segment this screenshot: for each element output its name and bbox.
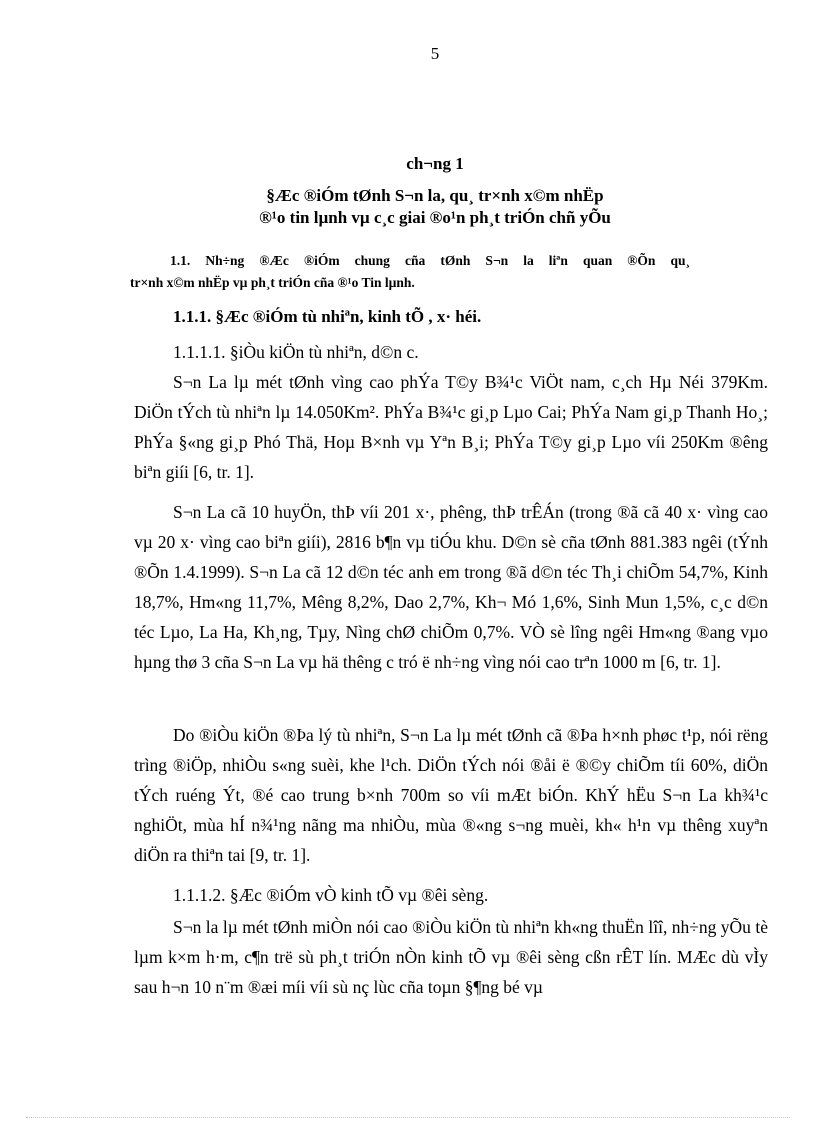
section-heading-1-1-1-1: 1.1.1.1. §iÒu kiÖn tù nhiªn, d©n c. — [173, 342, 419, 362]
section-heading-1-1-1-2: 1.1.1.2. §Æc ®iÓm vÒ kinh tÕ vµ ®êi sèng. — [173, 885, 489, 905]
page-number: 5 — [430, 44, 440, 63]
section-heading-1-1-1: 1.1.1. §Æc ®iÓm tù nhiªn, kinh tÕ , x· héi. — [173, 307, 482, 326]
paragraph-terrain-climate: Do ®iÒu kiÖn ®Þa lý tù nhiªn, S¬n La lµ mét tØnh cã ®Þa h×nh phøc t¹p, nói rëng trìng ®iÖp, nhiÒu s«ng suèi, khe l¹ch. DiÖn tÝch nói ®åi ë ®©y chiÕm tíi 60%, diÖn tÝch ruéng Ýt, ®é cao trung b×nh 700m so víi mÆt biÓn. KhÝ hËu S¬n La kh¾¹c nghiÖt, mùa hÍ n¾¹ng nãng ma nhiÒu, mùa ®«ng s¬ng muèi, kh« h¹n vµ thêng xuyªn diÖn ra thiªn tai [9, tr. 1]. — [134, 725, 768, 865]
section-heading-1-1-line-2: tr×nh x©m nhËp vµ ph¸t triÓn cña ®¹o Tin lµnh. — [130, 275, 415, 290]
chapter-title-line-2: ®¹o tin lµnh vµ c¸c giai ®o¹n ph¸t triÓn chñ yÕu — [259, 208, 611, 227]
paragraph-geography: S¬n La lµ mét tØnh vìng cao phÝa T©y B¾¹c ViÖt nam, c¸ch Hµ Néi 379Km. DiÖn tÝch tù nhiªn lµ 14.050Km². PhÝa B¾¹c gi¸p Lµo Cai; PhÝa Nam gi¸p Thanh Ho¸; PhÝa §«ng gi¸p Phó Thä, Hoµ B×nh vµ Yªn B¸i; PhÝa T©y gi¸p Lµo víi 250Km ®êng biªn giíi [6, tr. 1]. — [134, 372, 768, 482]
paragraph-economy: S¬n la lµ mét tØnh miÒn nói cao ®iÒu kiÖn tù nhiªn kh«ng thuËn lîî, nh÷ng yÕu tè lµm k×m h·m, c¶n trë sù ph¸t triÓn nÒn kinh tÕ vµ ®êi sèng cßn rÊT lín. MÆc dù vÌy sau h¬n 10 n¨m ®æi míi víi sù nç lùc cña toµn §¶ng bé vµ — [134, 917, 768, 997]
section-heading-1-1-line-1: 1.1. Nh÷ng ®Æc ®iÓm chung cña tØnh S¬n la liªn quan ®Õn qu¸ — [170, 253, 690, 268]
paragraph-population: S¬n La cã 10 huyÖn, thÞ víi 201 x·, phêng, thÞ trÊÁn (trong ®ã cã 40 x· vìng cao vµ 20 x· vìng cao biªn giíi), 2816 b¶n vµ tiÓu khu. D©n sè cña tØnh 881.383 ngêi (tÝnh ®Õn 1.4.1999). S¬n La cã 12 d©n téc anh em trong ®ã d©n téc Th¸i chiÕm 54,7%, Kinh 18,7%, Hm«ng 11,7%, Mêng 8,2%, Dao 2,7%, Kh¬ Mó 1,6%, Sinh Mun 1,5%, c¸c d©n téc Lµo, La Ha, Kh¸ng, Tµy, Nìng chØ chiÕm 0,7%. VÒ sè lîng ngêi Hm«ng ®ang vµo hµng thø 3 cña S¬n La vµ hä thêng c tró ë nh÷ng vìng nói cao trªn 1000 m [6, tr. 1]. — [134, 502, 768, 672]
chapter-title-line-1: §Æc ®iÓm tØnh S¬n la, qu¸ tr×nh x©m nhËp — [266, 186, 604, 205]
chapter-label: ch¬ng 1 — [406, 154, 464, 173]
section-heading-1-1 — [130, 250, 690, 294]
page-bottom-rule — [26, 1117, 790, 1118]
